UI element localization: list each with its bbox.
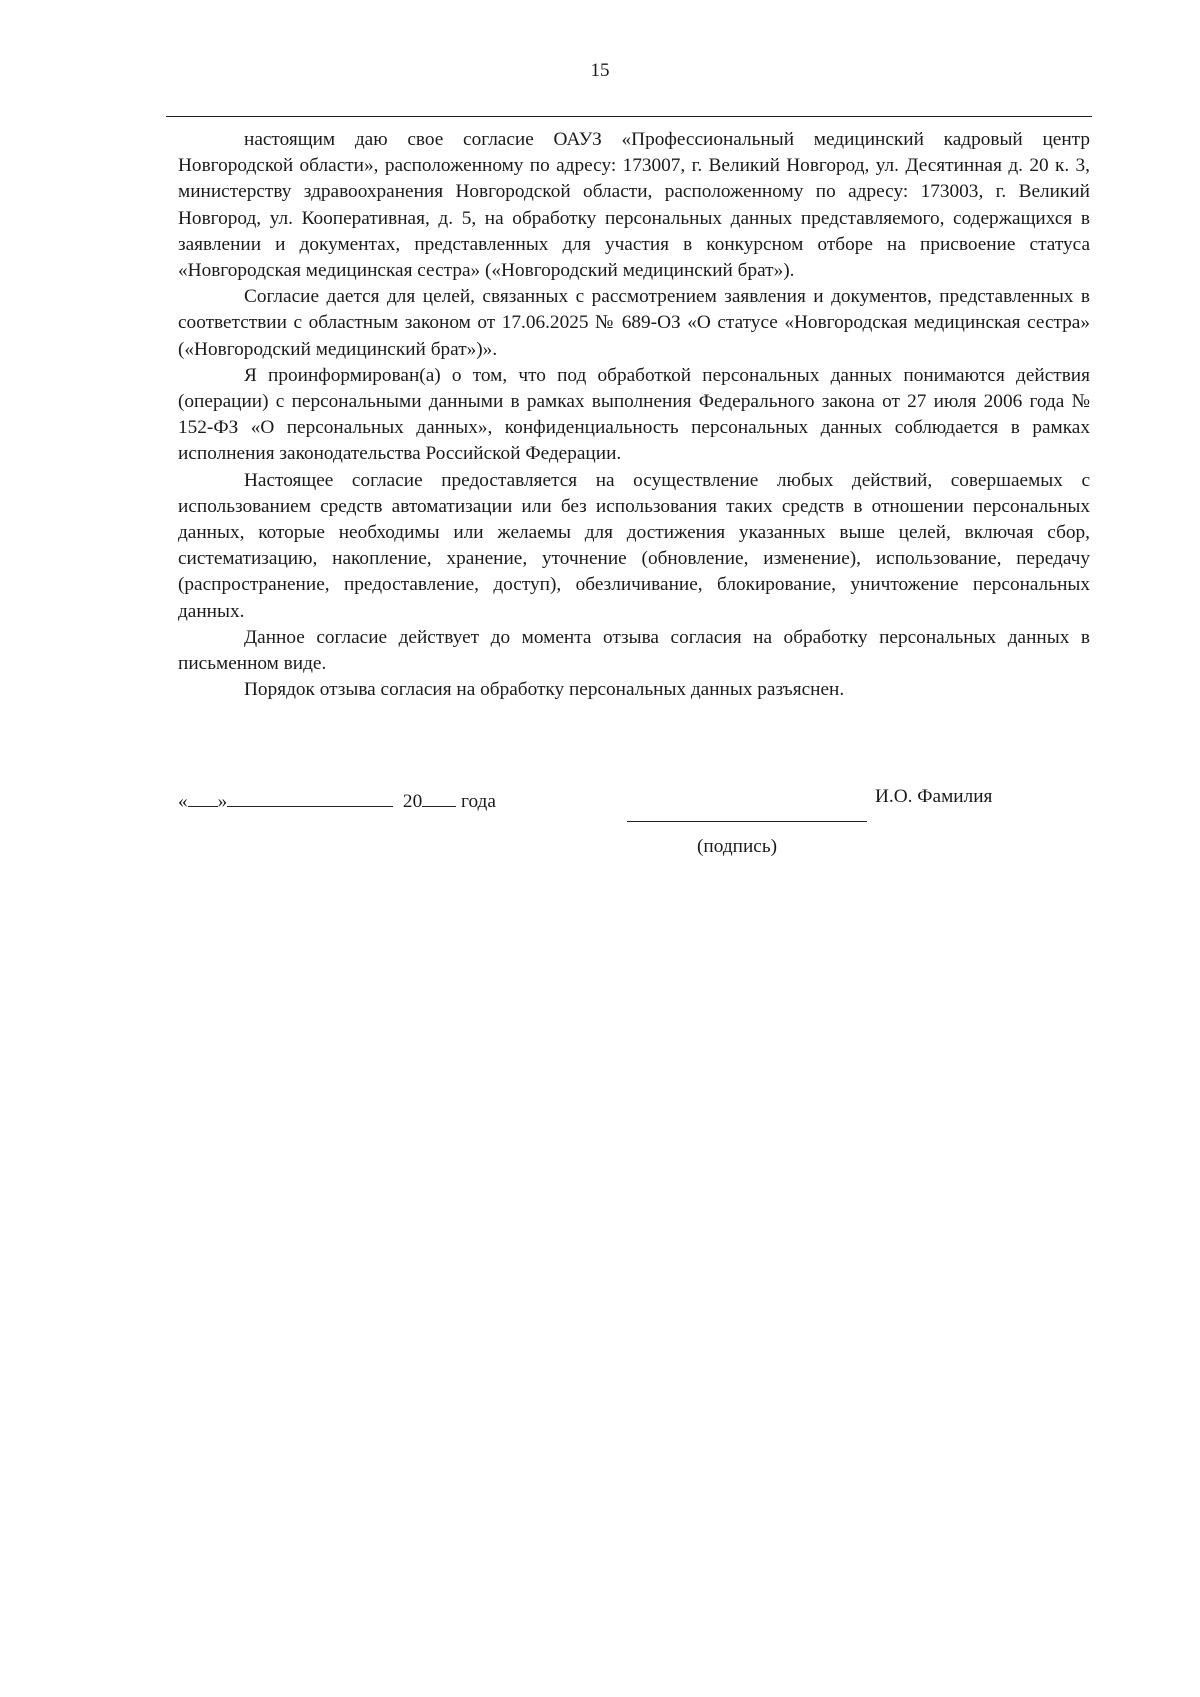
month-blank (227, 786, 393, 807)
year-suffix: года (461, 791, 496, 812)
paragraph-purpose: Согласие дается для целей, связанных с рассмотрением заявления и документов, представленных в соответствии с областным законом от 17.06.2025 № 689-ОЗ «О статусе «Новгородская медицинская сестра» («Новгородский медицинский брат»)». (178, 286, 1090, 360)
paragraph-validity: Данное согласие действует до момента отзыва согласия на обработку персональных данных в письменном виде. (178, 626, 1090, 675)
date-quote-close: » (217, 791, 228, 812)
year-blank (422, 786, 456, 807)
signature-row (178, 786, 1090, 816)
year-prefix: 20 (402, 791, 423, 812)
paragraph-informed: Я проинформирован(а) о том, что под обработкой персональных данных понимаются действия (операции) с персональными данными в рамках выполнения Федерального закона от 27 июля 2006 года № 152-ФЗ «О персональных данных», конфиденциальность персональных данных соблюдается в рамках исполнения законодательства Российской Федерации. (178, 364, 1090, 465)
page-number: 15 (590, 60, 610, 81)
date-field (178, 786, 496, 813)
day-blank (188, 786, 218, 807)
paragraph-actions: Настоящее согласие предоставляется на осуществление любых действий, совершаемых с использованием средств автоматизации или без использования таких средств в отношении персональных данных, которые необходимы или желаемы для достижения указанных выше целей, включая сбор, систематизацию, накопление, хранение, уточнение (обновление, изменение), использование, передачу (распространение, предоставление, доступ), обезличивание, блокирование, уничтожение персональных данных. (178, 469, 1090, 622)
paragraph-withdrawal: Порядок отзыва согласия на обработку персональных данных разъяснен. (244, 679, 845, 701)
signature-line (627, 821, 867, 822)
header-divider (166, 116, 1092, 117)
consent-body (178, 127, 1090, 703)
signer-name: И.О. Фамилия (875, 786, 993, 807)
signature-caption: (подпись) (697, 836, 778, 857)
paragraph-consent-recipients: настоящим даю свое согласие ОАУЗ «Профессиональный медицинский кадровый центр Новгородской области», расположенному по адресу: 173007, г. Великий Новгород, ул. Десятинная д. 20 к. 3, министерству здравоохранения Новгородской области, расположенному по адресу: 173003, г. Великий Новгород, ул. Кооперативная, д. 5, на обработку персональных данных представляемого, содержащихся в заявлении и документах, представленных для участия в конкурсном отборе на присвоение статуса «Новгородская медицинская сестра» («Новгородский медицинский брат»). (178, 129, 1090, 282)
date-quote-open: « (178, 791, 188, 812)
